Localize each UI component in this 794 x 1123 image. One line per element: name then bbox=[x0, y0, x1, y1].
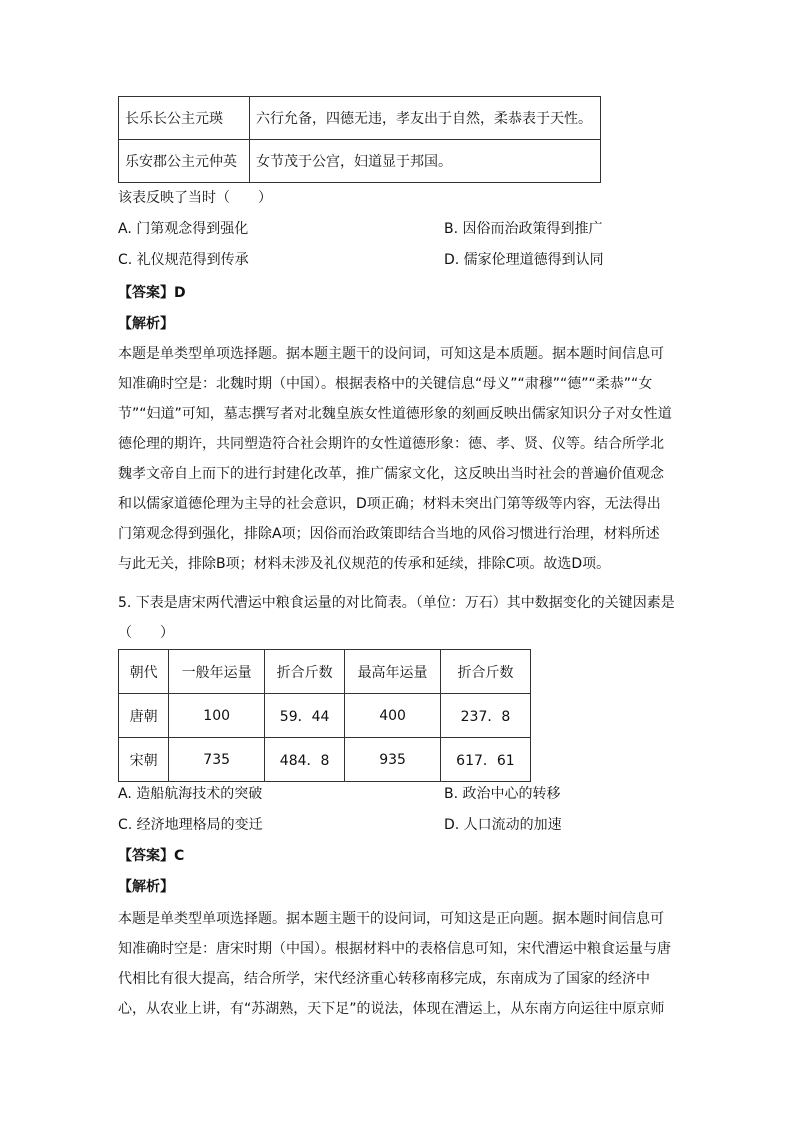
table-cell: 乐安郡公主元仲英 bbox=[119, 140, 250, 183]
analysis-text bbox=[118, 339, 678, 579]
analysis-line: 和以儒家道德伦理为主导的社会意识，D项正确；材料未突出门第等级等内容，无法得出 bbox=[118, 496, 661, 512]
analysis-label: 【解析】 bbox=[118, 316, 174, 332]
analysis-label: 【解析】 bbox=[118, 879, 174, 895]
table-cell: 宋朝 bbox=[119, 738, 169, 782]
table-header-cell: 一般年运量 bbox=[169, 650, 265, 694]
analysis-line: 魏孝文帝自上而下的进行封建化改革，推广儒家文化，这反映出当时社会的普遍价值观念 bbox=[118, 466, 664, 482]
option-d: D. 儒家伦理道德得到认同 bbox=[444, 252, 604, 268]
analysis-line: 德伦理的期许，共同塑造符合社会期许的女性道德形象：德、孝、贤、仪等。结合所学北 bbox=[118, 436, 664, 452]
table-cell: 59．44 bbox=[264, 694, 344, 738]
table-header-cell: 折合斤数 bbox=[440, 650, 530, 694]
question-stem: 5. 下表是唐宋两代漕运中粮食运量的对比简表。（单位：万石）其中数据变化的关键因素是 bbox=[118, 595, 675, 611]
analysis-line: 代相比有很大提高，结合所学，宋代经济重心转移南移完成，东南成为了国家的经济中 bbox=[118, 971, 650, 987]
table-cell: 唐朝 bbox=[119, 694, 169, 738]
answer-label: 【答案】D bbox=[118, 285, 186, 301]
table-cell: 617．61 bbox=[440, 738, 530, 782]
option-c: C. 礼仪规范得到传承 bbox=[118, 252, 249, 268]
table-cell: 六行允备，四德无违，孝友出于自然，柔恭表于天性。 bbox=[250, 97, 601, 140]
table-cell: 735 bbox=[169, 738, 265, 782]
option-a: A. 门第观念得到强化 bbox=[118, 221, 249, 237]
analysis-line: 知准确时空是：北魏时期（中国）。根据表格中的关键信息“母义”“肃穆”“德”“柔恭”“女 bbox=[118, 376, 653, 392]
table-header-cell: 最高年运量 bbox=[345, 650, 441, 694]
tomb-inscription-table bbox=[118, 96, 601, 183]
analysis-line: 心，从农业上讲，有“苏湖熟，天下足”的说法，体现在漕运上，从东南方向运往中原京师 bbox=[118, 1001, 665, 1017]
table-cell: 100 bbox=[169, 694, 265, 738]
table-cell: 237．8 bbox=[440, 694, 530, 738]
table-cell: 935 bbox=[345, 738, 441, 782]
question-stem-blank: （ ） bbox=[118, 625, 174, 641]
table-header-row bbox=[119, 650, 531, 694]
analysis-line: 知准确时空是：唐宋时期（中国）。根据材料中的表格信息可知，宋代漕运中粮食运量与唐 bbox=[118, 941, 671, 957]
analysis-line: 节”“妇道”可知，墓志撰写者对北魏皇族女性道德形象的刻画反映出儒家知识分子对女性道 bbox=[118, 406, 672, 422]
table-cell: 484．8 bbox=[264, 738, 344, 782]
option-a: A. 造船航海技术的突破 bbox=[118, 786, 263, 802]
table-header-cell: 朝代 bbox=[119, 650, 169, 694]
table-row bbox=[119, 140, 601, 183]
analysis-line: 本题是单类型单项选择题。据本题主题干的设问词，可知这是正向题。据本题时间信息可 bbox=[118, 911, 664, 927]
analysis-line: 本题是单类型单项选择题。据本题主题干的设问词，可知这是本质题。据本题时间信息可 bbox=[118, 346, 664, 362]
option-b: B. 政治中心的转移 bbox=[444, 786, 561, 802]
question-stem: 该表反映了当时（ ） bbox=[118, 190, 272, 206]
answer-label: 【答案】C bbox=[118, 848, 185, 864]
option-b: B. 因俗而治政策得到推广 bbox=[444, 221, 603, 237]
option-d: D. 人口流动的加速 bbox=[444, 817, 562, 833]
table-cell: 女节茂于公宫，妇道显于邦国。 bbox=[250, 140, 601, 183]
table-header-cell: 折合斤数 bbox=[264, 650, 344, 694]
table-row bbox=[119, 97, 601, 140]
grain-transport-table bbox=[118, 649, 531, 782]
analysis-line: 门第观念得到强化，排除A项；因俗而治政策即结合当地的风俗习惯进行治理，材料所述 bbox=[118, 526, 660, 542]
option-c: C. 经济地理格局的变迁 bbox=[118, 817, 263, 833]
table-row bbox=[119, 738, 531, 782]
table-cell: 400 bbox=[345, 694, 441, 738]
table-cell: 长乐长公主元瑛 bbox=[119, 97, 250, 140]
analysis-text bbox=[118, 904, 678, 1024]
analysis-line: 与此无关，排除B项；材料未涉及礼仪规范的传承和延续，排除C项。故选D项。 bbox=[118, 556, 611, 572]
table-row bbox=[119, 694, 531, 738]
